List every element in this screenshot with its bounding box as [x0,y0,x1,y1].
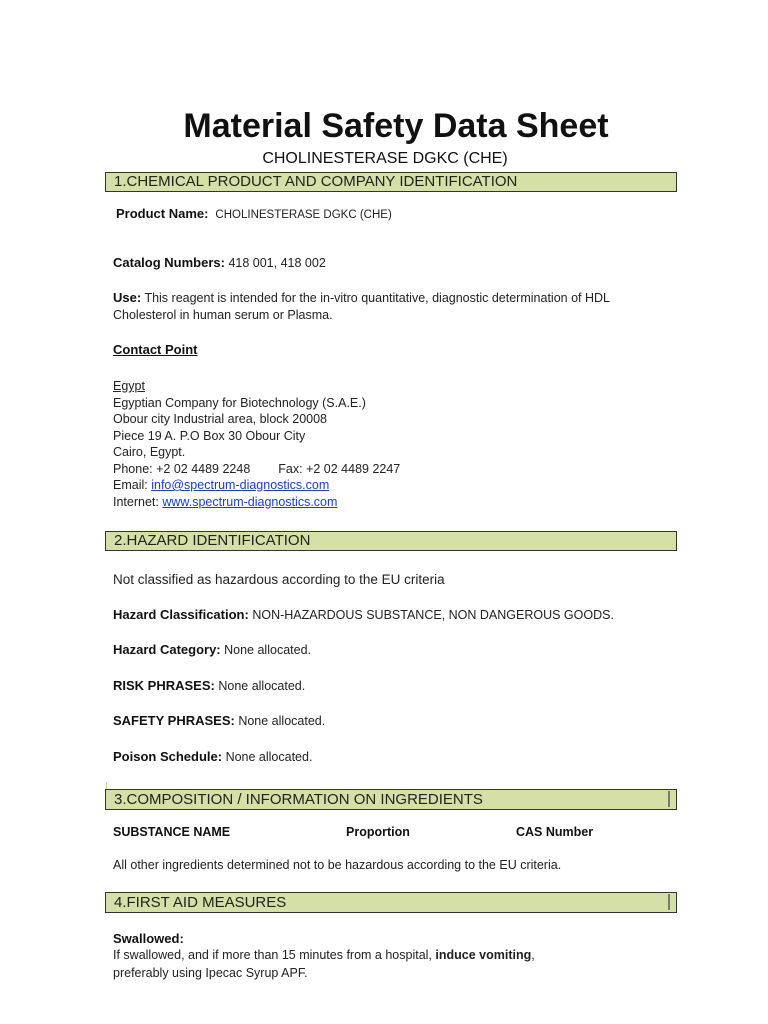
contact-block [113,378,400,510]
email-label: Email: [113,478,148,492]
contact-address-2: Piece 19 A. P.O Box 30 Obour City [113,428,306,443]
risk-phrases-label: RISK PHRASES: [113,678,215,693]
contact-phone-row [113,461,400,478]
section-header-4-tick [668,894,670,910]
document-title: Material Safety Data Sheet [183,107,609,145]
website-link[interactable]: www.spectrum-diagnostics.com [162,494,338,509]
risk-phrases-row [113,678,305,693]
internet-label: Internet: [113,494,159,509]
contact-city: Cairo, Egypt. [113,445,186,459]
first-aid-line-1-end: , [531,948,535,962]
first-aid-line-1-start: If swallowed, and if more than 15 minutes from a hospital, [113,948,432,962]
section-header-1: 1.CHEMICAL PRODUCT AND COMPANY IDENTIFICATION [105,172,677,192]
poison-schedule-value: None allocated. [225,750,313,764]
contact-country: Egypt [113,379,145,393]
contact-address-1: Obour city Industrial area, block 20008 [113,412,328,426]
hazard-classification-row [113,607,614,622]
section-header-3 [105,789,677,810]
section-header-3-tick [668,791,670,807]
first-aid-line-2: preferably using Ipecac Syrup APF. [113,966,308,980]
product-name-value: CHOLINESTERASE DGKC (CHE) [215,209,392,221]
email-link[interactable]: info@spectrum-diagnostics.com [151,478,330,492]
safety-phrases-value: None allocated. [238,714,326,728]
hazard-classification-value: NON-HAZARDOUS SUBSTANCE, NON DANGEROUS GOODS. [252,608,614,622]
hazard-category-label: Hazard Category: [113,642,221,657]
product-name-label: Product Name: [116,206,209,221]
safety-phrases-label: SAFETY PHRASES: [113,713,235,728]
induce-vomiting-text: induce vomiting [435,948,532,962]
column-cas-number: CAS Number [516,825,594,839]
hazard-category-row [113,642,311,657]
column-proportion: Proportion [346,825,410,839]
contact-email-row [113,477,400,494]
contact-fax: Fax: +2 02 4489 2247 [278,461,401,476]
catalog-label: Catalog Numbers: [113,255,225,270]
product-name-row [116,206,392,221]
contact-phone: Phone: +2 02 4489 2248 [113,461,251,476]
swallowed-label: Swallowed: [113,931,184,946]
hazard-intro: Not classified as hazardous according to the EU criteria [113,572,445,587]
catalog-value: 418 001, 418 002 [228,256,326,270]
document-subtitle: CHOLINESTERASE DGKC (CHE) [262,150,508,167]
section-header-4 [105,892,677,913]
safety-phrases-row [113,713,325,728]
contact-heading: Contact Point [113,342,198,357]
section-header-2: 2.HAZARD IDENTIFICATION [105,531,677,551]
catalog-row [113,255,326,270]
use-label: Use: [113,290,142,305]
section-header-4-label: 4.FIRST AID MEASURES [114,894,287,911]
contact-company: Egyptian Company for Biotechnology (S.A.E.) [113,395,366,410]
use-line-1: This reagent is intended for the in-vitro quantitative, diagnostic determination of HDL [144,291,610,305]
column-substance-name: SUBSTANCE NAME [113,825,231,839]
first-aid-line-1 [113,948,535,962]
hazard-category-value: None allocated. [224,643,311,657]
section-header-3-label: 3.COMPOSITION / INFORMATION ON INGREDIENTS [114,791,483,808]
composition-note: All other ingredients determined not to be hazardous according to the EU criteria. [113,858,562,872]
poison-schedule-row [113,749,312,764]
hazard-classification-label: Hazard Classification: [113,607,249,622]
use-row [113,290,610,305]
poison-schedule-label: Poison Schedule: [113,749,223,764]
risk-phrases-value: None allocated. [218,679,306,693]
contact-internet-row [113,494,400,511]
use-line-2: Cholesterol in human serum or Plasma. [113,308,333,322]
